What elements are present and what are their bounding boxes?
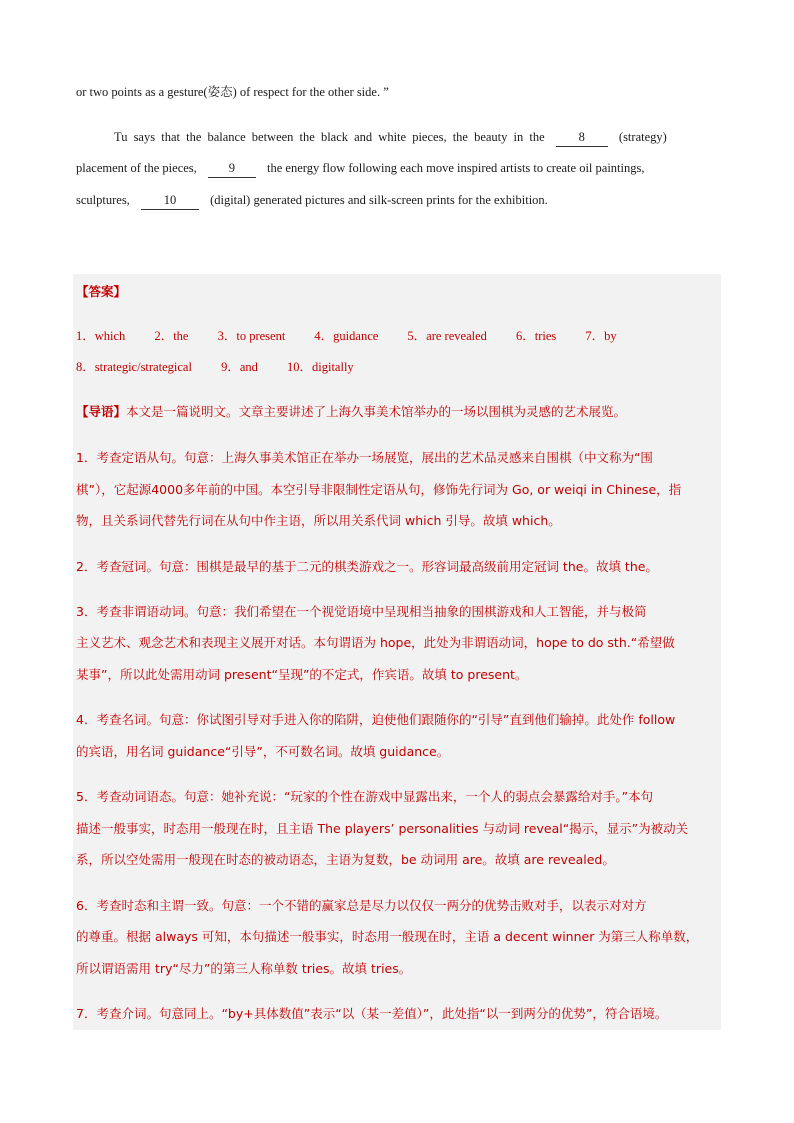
explanation-line: 棋”），它起源4000多年前的中国。本空引导非限制性定语从句，修饰先行词为 Go, or weiqi in Chinese，指 bbox=[76, 482, 682, 497]
answer-item: 7．by bbox=[585, 329, 617, 343]
explanation-line: 所以谓语需用 try“尽力”的第三人称单数 tries。故填 tries。 bbox=[76, 961, 412, 976]
explanation-line: 主义艺术、观念艺术和表现主义展开对话。本句谓语为 hope，此处为非谓语动词，hope to do sth.“希望做 bbox=[76, 635, 675, 650]
blank-10[interactable] bbox=[141, 191, 199, 210]
passage-text: (strategy) bbox=[618, 130, 667, 144]
answer-item: 3．to present bbox=[217, 329, 286, 343]
explanation-line: 5．考查动词语态。句意：她补充说：“玩家的个性在游戏中显露出来，一个人的弱点会暴露给对手。”本句 bbox=[76, 789, 654, 804]
passage-text: the energy flow following each move inspired artists to create oil paintings, bbox=[267, 161, 645, 175]
passage-line bbox=[76, 83, 389, 101]
answer-header bbox=[76, 283, 126, 301]
explanation-line: 3．考查非谓语动词。句意：我们希望在一个视觉语境中呈现相当抽象的围棋游戏和人工智能，并与极简 bbox=[76, 604, 647, 619]
passage-text: or two points as a gesture(姿态) of respect for the other side. ” bbox=[76, 85, 389, 99]
answer-row bbox=[76, 358, 380, 376]
passage-text: sculptures, bbox=[76, 193, 130, 207]
blank-8[interactable] bbox=[556, 128, 608, 147]
answer-header-text: 【答案】 bbox=[76, 284, 127, 299]
answer-panel bbox=[73, 274, 721, 1030]
answer-row bbox=[76, 327, 643, 345]
explanation-line: 系，所以空处需用一般现在时态的被动语态，主语为复数，be 动词用 are。故填 are revealed。 bbox=[76, 852, 615, 867]
answer-item: 8．strategic/strategical bbox=[76, 360, 192, 374]
explanation-line: 物，且关系词代替先行词在从句中作主语，所以用关系代词 which 引导。故填 which。 bbox=[76, 513, 561, 528]
passage-line bbox=[114, 128, 667, 147]
guide-header: 【导语】 bbox=[76, 404, 127, 419]
blank-number: 10 bbox=[163, 193, 177, 207]
passage-line bbox=[76, 191, 548, 210]
explanation-line: 6．考查时态和主谓一致。句意：一个不错的赢家总是尽力以仅仅一两分的优势击败对手，以表示对对方 bbox=[76, 898, 647, 913]
answer-item: 2．the bbox=[154, 329, 189, 343]
explanation-line: 某事”，所以此处需用动词 present“呈现”的不定式，作宾语。故填 to present。 bbox=[76, 667, 528, 682]
answer-item: 4．guidance bbox=[314, 329, 379, 343]
passage-text: placement of the pieces, bbox=[76, 161, 197, 175]
blank-number: 9 bbox=[228, 161, 236, 175]
blank-number: 8 bbox=[578, 130, 585, 144]
explanation-line: 的尊重。根据 always 可知，本句描述一般事实，时态用一般现在时，主语 a decent winner 为第三人称单数， bbox=[76, 929, 699, 944]
answer-item: 6．tries bbox=[516, 329, 557, 343]
explanation-line: 7．考查介词。句意同上。“by+具体数值”表示“以（某一差值）”，此处指“以一到两分的优势”，符合语境。 bbox=[76, 1006, 668, 1021]
answer-item: 10．digitally bbox=[287, 360, 354, 374]
passage-text: (digital) generated pictures and silk-screen prints for the exhibition. bbox=[210, 193, 548, 207]
explanation-line: 4．考查名词。句意：你试图引导对手进入你的陷阱，迫使他们跟随你的“引导”直到他们输掉。此处作 follow bbox=[76, 712, 676, 727]
blank-9[interactable] bbox=[208, 159, 256, 178]
passage-text: Tu says that the balance between the black and white pieces, the beauty in the bbox=[114, 130, 545, 144]
explanation-line: 描述一般事实，时态用一般现在时，且主语 The players’ personalities 与动词 reveal“揭示，显示”为被动关 bbox=[76, 821, 689, 836]
explanation-line: 2．考查冠词。句意：围棋是最早的基于二元的棋类游戏之一。形容词最高级前用定冠词 the。故填 the。 bbox=[76, 559, 658, 574]
explanation-line: 的宾语，用名词 guidance“引导”，不可数名词。故填 guidance。 bbox=[76, 744, 450, 759]
explanation-line: 1．考查定语从句。句意：上海久事美术馆正在举办一场展览，展出的艺术品灵感来自围棋（中文称为“围 bbox=[76, 450, 653, 465]
guide-line bbox=[76, 403, 626, 421]
answer-item: 5．are revealed bbox=[407, 329, 487, 343]
passage-line bbox=[76, 159, 644, 178]
guide-text: 本文是一篇说明文。文章主要讲述了上海久事美术馆举办的一场以围棋为灵感的艺术展览。 bbox=[126, 404, 627, 419]
answer-item: 1．which bbox=[76, 329, 126, 343]
answer-item: 9．and bbox=[221, 360, 258, 374]
